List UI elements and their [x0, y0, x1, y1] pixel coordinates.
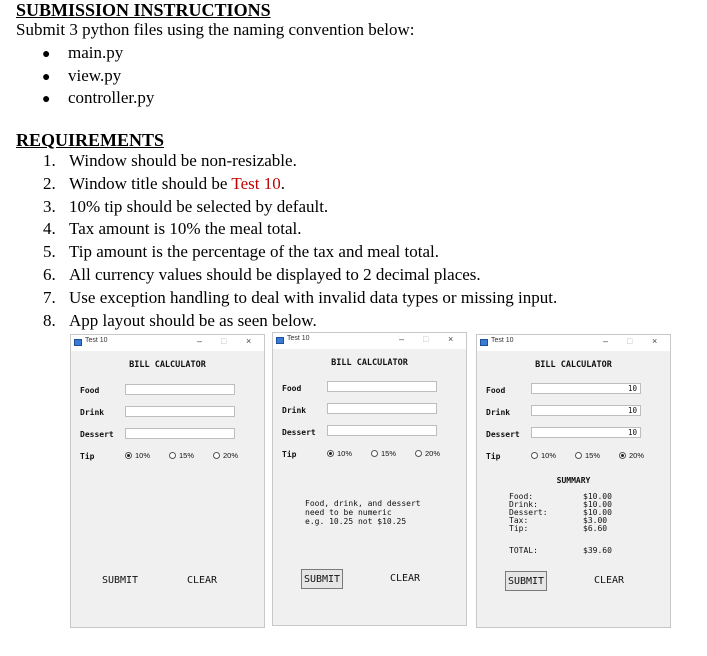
drink-label: Drink: [486, 408, 511, 417]
drink-input[interactable]: [125, 406, 235, 417]
requirement-item: 2. Window title should be Test 10.: [43, 174, 285, 193]
requirement-item: 5. Tip amount is the percentage of the tax and meal total.: [43, 242, 439, 261]
summary-heading: SUMMARY: [556, 476, 591, 485]
food-input[interactable]: [125, 384, 235, 395]
tip-label: Tip: [486, 452, 501, 461]
maximize-icon: □: [423, 334, 429, 344]
app-header: BILL CALCULATOR: [129, 360, 206, 370]
requirement-item: 3. 10% tip should be selected by default.: [43, 197, 329, 216]
requirement-item: 6. All currency values should be displayed to 2 decimal places.: [43, 265, 481, 284]
summary-labels: Food: Drink: Dessert: Tax: Tip:: [509, 492, 548, 533]
requirements-heading: REQUIREMENTS: [16, 130, 165, 150]
submission-intro: Submit 3 python files using the naming convention below:: [16, 20, 415, 39]
submit-button[interactable]: SUBMIT: [301, 569, 343, 589]
food-label: Food: [282, 384, 302, 393]
drink-label: Drink: [80, 408, 105, 417]
total-label: TOTAL:: [509, 546, 538, 555]
submit-button[interactable]: SUBMIT: [101, 575, 139, 586]
file-item: ● main.py: [42, 43, 123, 65]
close-icon[interactable]: ×: [246, 336, 252, 346]
dessert-input[interactable]: 10: [531, 427, 641, 438]
tip-10-radio[interactable]: 10%: [531, 451, 556, 460]
tip-20-radio[interactable]: 20%: [415, 449, 440, 458]
requirement-item: 1. Window should be non-resizable.: [43, 151, 297, 170]
minimize-icon[interactable]: –: [399, 334, 405, 344]
tip-label: Tip: [282, 450, 297, 459]
app-header: BILL CALCULATOR: [331, 358, 408, 368]
tip-10-radio[interactable]: 10%: [125, 451, 150, 460]
tip-15-radio[interactable]: 15%: [169, 451, 194, 460]
food-input[interactable]: 10: [531, 383, 641, 394]
total-value: $39.60: [583, 546, 612, 555]
maximize-icon: □: [221, 336, 227, 346]
app-header: BILL CALCULATOR: [535, 360, 612, 370]
clear-button[interactable]: CLEAR: [186, 575, 218, 586]
requirement-item: 8. App layout should be as seen below.: [43, 311, 317, 330]
submit-button[interactable]: SUBMIT: [505, 571, 547, 591]
tip-15-radio[interactable]: 15%: [371, 449, 396, 458]
submission-heading: SUBMISSION INSTRUCTIONS: [16, 0, 271, 20]
clear-button[interactable]: CLEAR: [389, 573, 421, 584]
drink-label: Drink: [282, 406, 307, 415]
clear-button[interactable]: CLEAR: [593, 575, 625, 586]
close-icon[interactable]: ×: [652, 336, 658, 346]
drink-input[interactable]: 10: [531, 405, 641, 416]
requirement-item: 4. Tax amount is 10% the meal total.: [43, 219, 302, 238]
close-icon[interactable]: ×: [448, 334, 454, 344]
app-window-summary: [476, 334, 671, 628]
food-label: Food: [80, 386, 100, 395]
title-bar: Test 10 – □ ×: [477, 335, 670, 351]
title-bar: Test 10 – □ ×: [273, 333, 466, 349]
food-label: Food: [486, 386, 506, 395]
dessert-input[interactable]: [327, 425, 437, 436]
minimize-icon[interactable]: –: [603, 336, 609, 346]
app-window-default: [70, 334, 265, 628]
app-icon: [74, 339, 82, 346]
app-icon: [480, 339, 488, 346]
drink-input[interactable]: [327, 403, 437, 414]
dessert-input[interactable]: [125, 428, 235, 439]
requirement-item: 7. Use exception handling to deal with invalid data types or missing input.: [43, 288, 558, 307]
file-item: ● view.py: [42, 66, 121, 88]
title-bar: Test 10 – □ ×: [71, 335, 264, 351]
dessert-label: Dessert: [80, 430, 114, 439]
summary-values: $10.00 $10.00 $10.00 $3.00 $6.60: [583, 492, 612, 533]
dessert-label: Dessert: [486, 430, 520, 439]
window-title-highlight: Test 10: [231, 174, 281, 193]
tip-10-radio[interactable]: 10%: [327, 449, 352, 458]
bullet-icon: ●: [42, 70, 51, 85]
minimize-icon[interactable]: –: [197, 336, 203, 346]
app-icon: [276, 337, 284, 344]
file-item: ● controller.py: [42, 88, 154, 110]
app-window-error: [272, 332, 467, 626]
error-message: Food, drink, and dessert need to be numeric e.g. 10.25 not $10.25: [305, 499, 421, 526]
tip-15-radio[interactable]: 15%: [575, 451, 600, 460]
tip-label: Tip: [80, 452, 95, 461]
dessert-label: Dessert: [282, 428, 316, 437]
maximize-icon: □: [627, 336, 633, 346]
bullet-icon: ●: [42, 47, 51, 62]
tip-20-radio[interactable]: 20%: [213, 451, 238, 460]
tip-20-radio[interactable]: 20%: [619, 451, 644, 460]
bullet-icon: ●: [42, 92, 51, 107]
food-input[interactable]: [327, 381, 437, 392]
